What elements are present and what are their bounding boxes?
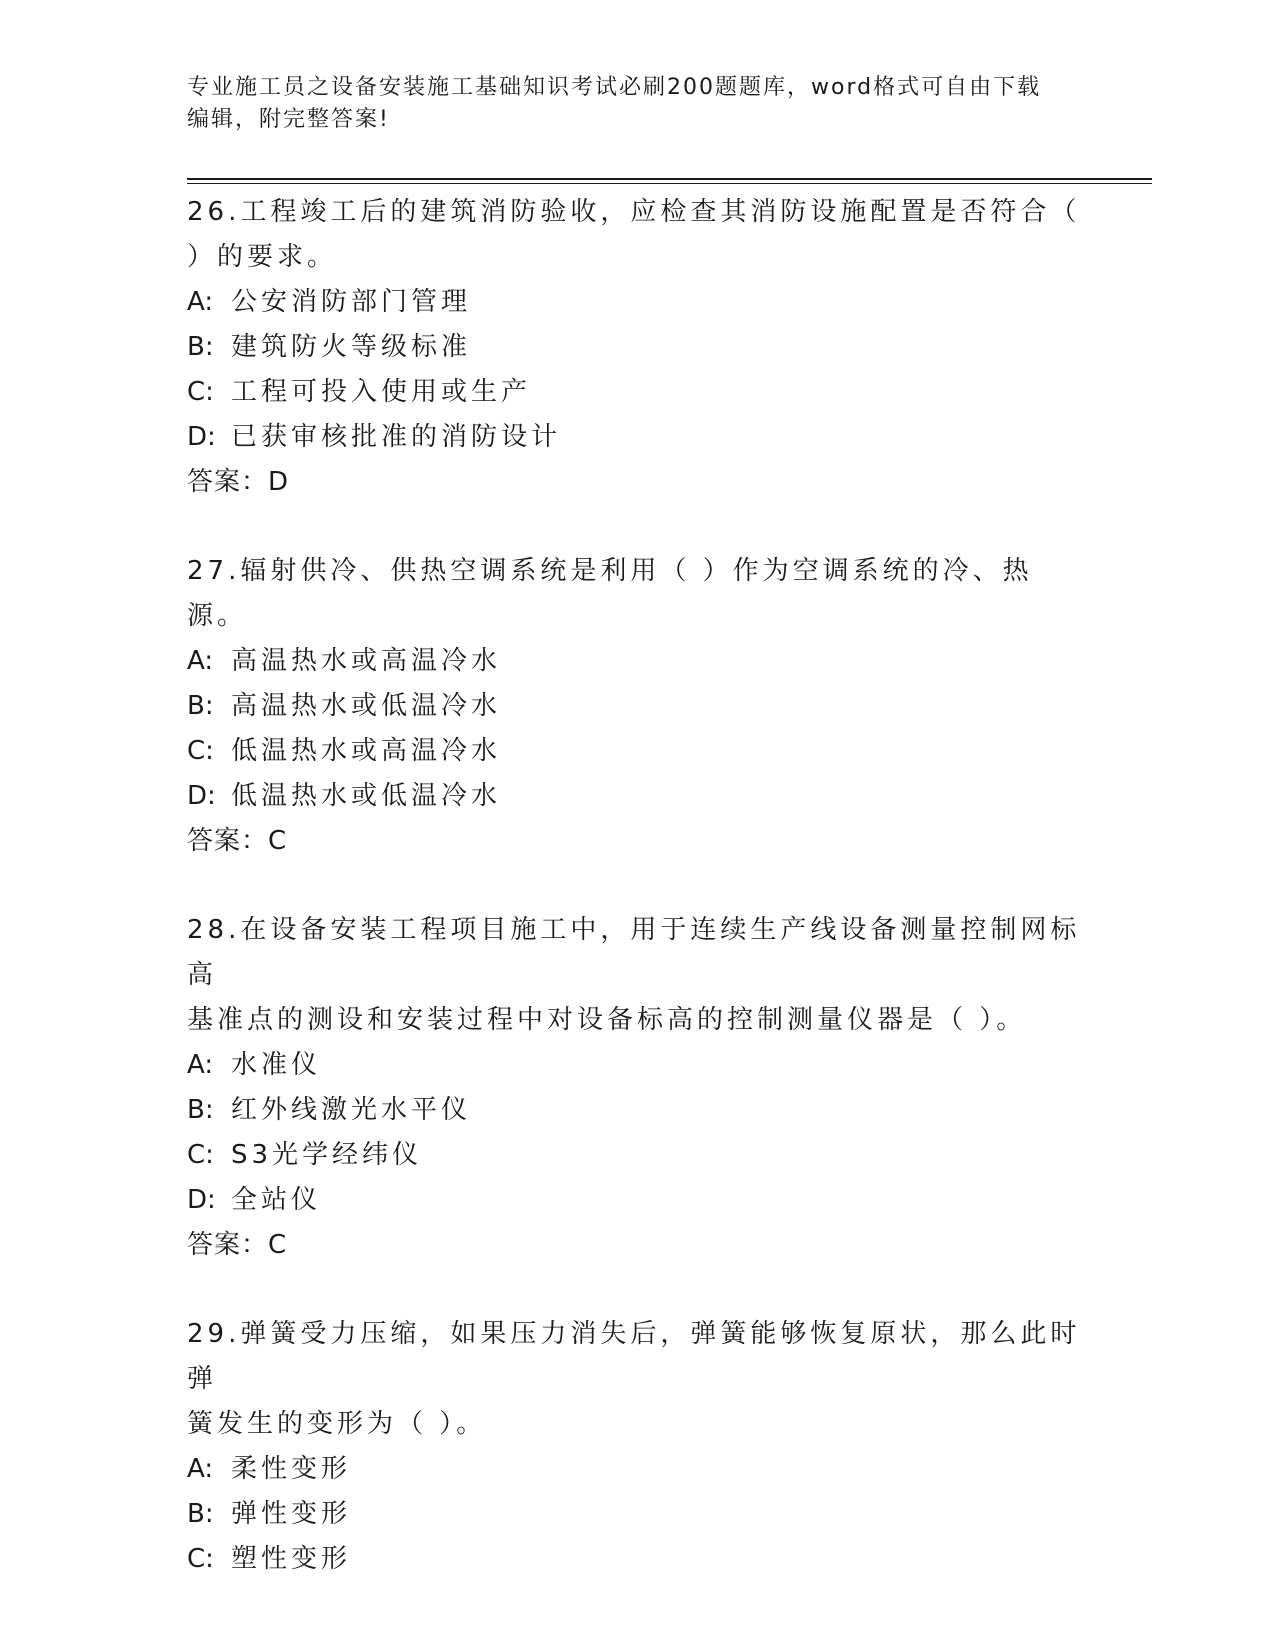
option-letter: A: [187,287,214,317]
question-stem [187,1312,1087,1447]
option-text: 全站仪 [231,1185,322,1215]
option-letter: C: [187,1544,214,1574]
option-b [187,1088,1087,1133]
question-26 [187,190,1087,505]
header-line-2: 编辑，附完整答案! [187,107,390,132]
option-d [187,415,1087,460]
question-29 [187,1312,1087,1582]
option-b [187,684,1087,729]
question-stem-line: ）的要求。 [187,242,338,272]
option-letter: C: [187,377,214,407]
answer-line: 答案：C [187,826,288,856]
option-text: 工程可投入使用或生产 [231,377,532,407]
question-stem [187,549,1087,639]
header-divider-thick [187,178,1152,180]
option-a [187,1043,1087,1088]
option-letter: C: [187,1140,214,1170]
question-spacer [187,864,1087,908]
option-letter: A: [187,1050,214,1080]
question-spacer [187,1268,1087,1312]
option-text: 低温热水或低温冷水 [231,781,502,811]
header-divider-thin [187,183,1152,184]
option-text: 柔性变形 [231,1454,352,1484]
option-b [187,1492,1087,1537]
option-a [187,639,1087,684]
question-stem-line: 簧发生的变形为（ ）。 [187,1409,487,1439]
question-stem-line: 27.辐射供冷、供热空调系统是利用（ ）作为空调系统的冷、热源。 [187,556,1033,631]
option-letter: A: [187,646,214,676]
option-letter: C: [187,736,214,766]
option-letter: B: [187,1095,214,1125]
question-27 [187,549,1087,864]
document-header [187,72,1087,136]
option-c [187,1537,1087,1582]
answer-line: 答案：C [187,1230,288,1260]
option-text: 塑性变形 [231,1544,352,1574]
option-c [187,729,1087,774]
question-28 [187,908,1087,1268]
question-stem-line: 基准点的测设和安装过程中对设备标高的控制测量仪器是（ ）。 [187,1005,1027,1035]
option-a [187,280,1087,325]
option-text: 公安消防部门管理 [231,287,472,317]
option-letter: D: [187,1185,216,1215]
question-stem-line: 29.弹簧受力压缩，如果压力消失后，弹簧能够恢复原状，那么此时弹 [187,1319,1081,1394]
option-text: 高温热水或高温冷水 [231,646,502,676]
option-letter: B: [187,691,214,721]
option-c [187,1133,1087,1178]
option-text: 高温热水或低温冷水 [231,691,502,721]
option-d [187,1178,1087,1223]
option-letter: D: [187,781,216,811]
answer-line: 答案：D [187,467,290,497]
option-text: 红外线激光水平仪 [231,1095,472,1125]
question-stem [187,908,1087,1043]
question-stem [187,190,1087,280]
option-text: S3光学经纬仪 [231,1140,423,1170]
option-text: 已获审核批准的消防设计 [231,422,562,452]
option-letter: D: [187,422,216,452]
option-text: 弹性变形 [231,1499,352,1529]
question-spacer [187,505,1087,549]
question-stem-line: 28.在设备安装工程项目施工中，用于连续生产线设备测量控制网标高 [187,915,1081,990]
option-text: 建筑防火等级标准 [231,332,472,362]
option-a [187,1447,1087,1492]
option-c [187,370,1087,415]
question-list [187,190,1087,1582]
option-letter: B: [187,332,214,362]
option-letter: A: [187,1454,214,1484]
option-text: 低温热水或高温冷水 [231,736,502,766]
option-letter: B: [187,1499,214,1529]
option-d [187,774,1087,819]
option-text: 水准仪 [231,1050,322,1080]
header-line-1: 专业施工员之设备安装施工基础知识考试必刷200题题库，word格式可自由下载 [187,75,1042,100]
question-stem-line: 26.工程竣工后的建筑消防验收，应检查其消防设施配置是否符合（ [187,197,1081,227]
option-b [187,325,1087,370]
